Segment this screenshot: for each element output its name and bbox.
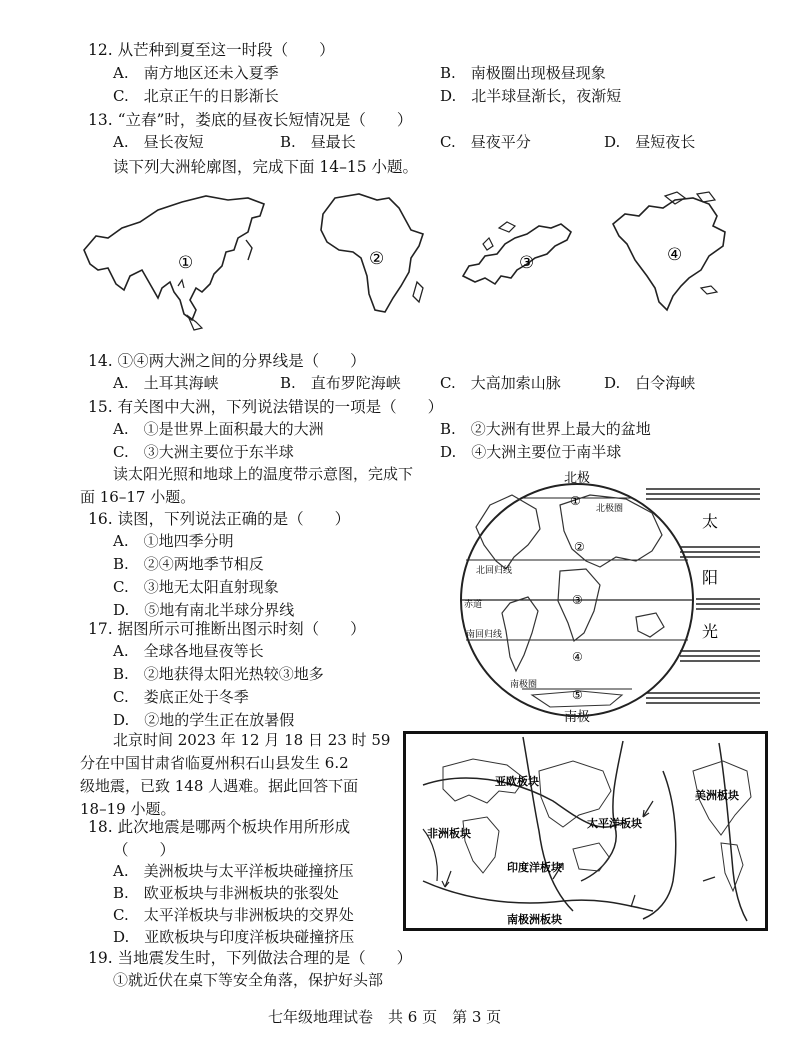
q13-stem: 13. “立春”时，娄底的昼夜长短情况是（ ） <box>88 111 413 129</box>
pacific-plate-label: 太平洋板块 <box>587 817 642 830</box>
q18-option-d: D. 亚欧板块与印度洋板块碰撞挤压 <box>113 928 355 946</box>
tectonic-plates-map <box>403 731 768 931</box>
q17-stem: 17. 据图所示可推断出图示时刻（ ） <box>88 620 366 638</box>
equator-label: 赤道 <box>464 600 483 610</box>
q12-option-d: D. 北半球昼渐长，夜渐短 <box>440 87 622 105</box>
q19-stem: 19. 当地震发生时，下列做法合理的是（ ） <box>88 949 413 967</box>
q16-option-a: A. ①地四季分明 <box>113 532 234 550</box>
intro-18-19-line3: 级地震，已致 148 人遇难。据此回答下面 <box>80 777 359 795</box>
q18-option-a: A. 美洲板块与太平洋板块碰撞挤压 <box>113 862 354 880</box>
continent-2-label: ② <box>369 249 385 269</box>
sunlight-char-3: 光 <box>702 622 719 641</box>
q17-option-a: A. 全球各地昼夜等长 <box>113 642 264 660</box>
continent-4-north-america-map <box>605 190 735 320</box>
q14-option-b: B. 直布罗陀海峡 <box>280 374 401 392</box>
sunlight-char-1: 太 <box>702 512 719 531</box>
sunlight-char-2: 阳 <box>702 568 719 587</box>
q15-stem: 15. 有关图中大洲，下列说法错误的一项是（ ） <box>88 398 444 416</box>
q19-line2: ①就近伏在桌下等安全角落，保护好头部 <box>113 971 384 989</box>
q14-option-d: D. 白令海峡 <box>604 374 696 392</box>
q12-option-c: C. 北京正午的日影渐长 <box>113 87 279 105</box>
intro-18-19-line2: 分在中国甘肃省临夏州积石山县发生 6.2 <box>80 754 349 772</box>
page-footer: 七年级地理试卷 共 6 页 第 3 页 <box>268 1008 502 1026</box>
q12-stem: 12. 从芒种到夏至这一时段（ ） <box>88 41 335 59</box>
intro-18-19-line4: 18–19 小题。 <box>80 800 176 818</box>
q13-option-b: B. 昼最长 <box>280 133 356 151</box>
q13-option-c: C. 昼夜平分 <box>440 133 531 151</box>
q17-option-b: B. ②地获得太阳光热较③地多 <box>113 665 324 683</box>
q15-option-c: C. ③大洲主要位于东半球 <box>113 443 294 461</box>
q16-option-d: D. ⑤地有南北半球分界线 <box>113 601 295 619</box>
american-plate-label: 美洲板块 <box>695 789 739 802</box>
globe-marker-4: ④ <box>572 650 583 664</box>
eurasian-plate-label: 亚欧板块 <box>495 775 539 788</box>
q18-option-c: C. 太平洋板块与非洲板块的交界处 <box>113 906 354 924</box>
q15-option-b: B. ②大洲有世界上最大的盆地 <box>440 420 651 438</box>
intro-16-17-line1: 读太阳光照和地球上的温度带示意图，完成下 <box>113 465 414 483</box>
continent-1-asia-map <box>78 188 268 338</box>
intro-18-19-line1: 北京时间 2023 年 12 月 18 日 23 时 59 <box>113 731 391 749</box>
continent-1-label: ① <box>178 253 194 273</box>
tropic-cancer-label: 北回归线 <box>476 566 513 576</box>
q18-paren: （ ） <box>113 841 176 859</box>
q18-option-b: B. 欧亚板块与非洲板块的张裂处 <box>113 884 339 902</box>
q16-option-c: C. ③地无太阳直射现象 <box>113 578 279 596</box>
globe-marker-2: ② <box>574 540 585 554</box>
intro-16-17-line2: 面 16–17 小题。 <box>80 488 196 506</box>
antarctic-plate-label: 南极洲板块 <box>507 913 562 926</box>
globe-marker-3: ③ <box>572 593 583 607</box>
q13-option-d: D. 昼短夜长 <box>604 133 696 151</box>
globe-temperature-zone-diagram <box>440 465 770 725</box>
continent-2-africa-map <box>315 190 435 320</box>
q12-option-a: A. 南方地区还未入夏季 <box>113 64 279 82</box>
continent-3-label: ③ <box>519 253 535 273</box>
antarctic-circle-label: 南极圈 <box>510 680 538 690</box>
q15-option-d: D. ④大洲主要位于南半球 <box>440 443 622 461</box>
arctic-circle-label: 北极圈 <box>596 504 624 514</box>
q13-option-a: A. 昼长夜短 <box>113 133 204 151</box>
south-pole-label: 南极 <box>564 710 591 725</box>
q12-option-b: B. 南极圈出现极昼现象 <box>440 64 606 82</box>
q18-stem: 18. 此次地震是哪两个板块作用所形成 <box>88 818 351 836</box>
north-pole-label: 北极 <box>564 471 591 486</box>
q14-stem: 14. ①④两大洲之间的分界线是（ ） <box>88 352 366 370</box>
indian-plate-label: 印度洋板块 <box>507 861 562 874</box>
continent-4-label: ④ <box>667 245 683 265</box>
q14-option-c: C. 大高加索山脉 <box>440 374 561 392</box>
african-plate-label: 非洲板块 <box>427 827 471 840</box>
q16-stem: 16. 读图，下列说法正确的是（ ） <box>88 510 351 528</box>
tropic-capricorn-label: 南回归线 <box>466 630 503 640</box>
q16-option-b: B. ②④两地季节相反 <box>113 555 264 573</box>
continent-3-europe-map <box>455 218 580 293</box>
intro-14-15: 读下列大洲轮廓图，完成下面 14–15 小题。 <box>113 158 419 176</box>
q14-option-a: A. 土耳其海峡 <box>113 374 219 392</box>
q15-option-a: A. ①是世界上面积最大的大洲 <box>113 420 324 438</box>
q17-option-d: D. ②地的学生正在放暑假 <box>113 711 295 729</box>
globe-marker-5: ⑤ <box>572 688 583 702</box>
q17-option-c: C. 娄底正处于冬季 <box>113 688 249 706</box>
globe-marker-1: ① <box>570 494 581 508</box>
